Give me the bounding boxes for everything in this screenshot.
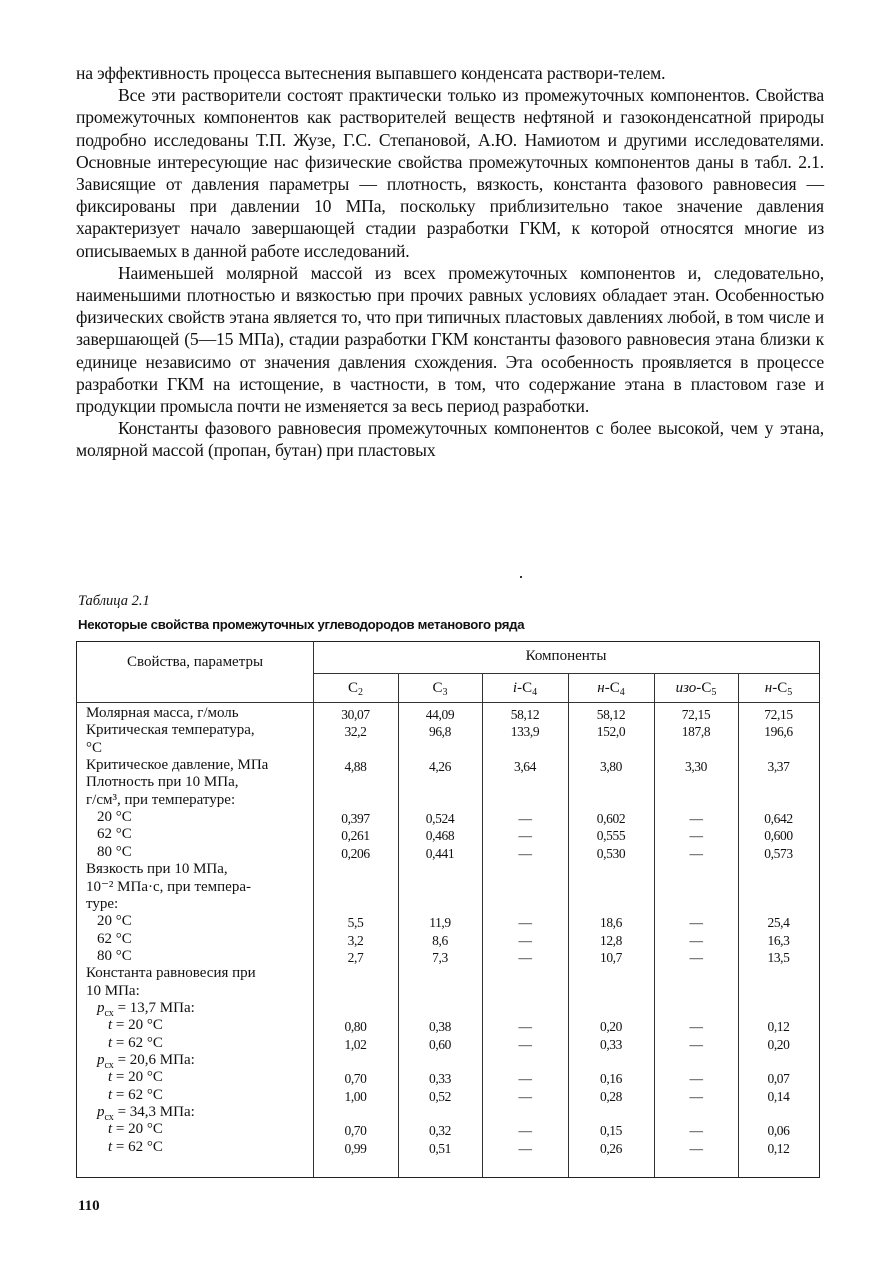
properties-table bbox=[76, 641, 820, 1178]
table-cell: 0,441 bbox=[425, 845, 455, 861]
row-label: t = 20 °C bbox=[108, 1121, 163, 1138]
row-label: t = 20 °C bbox=[108, 1017, 163, 1034]
table-cell: 3,30 bbox=[684, 759, 708, 775]
table-cell: 12,8 bbox=[599, 932, 623, 948]
table-cell: 0,600 bbox=[764, 828, 793, 844]
table-cell: — bbox=[689, 1088, 703, 1104]
table-cell: 1,00 bbox=[344, 1088, 367, 1104]
component-header: $C_2$ bbox=[347, 680, 363, 698]
table-cell: 0,07 bbox=[767, 1071, 790, 1087]
table-cell: 4,88 bbox=[344, 759, 367, 775]
table-cell: 0,51 bbox=[428, 1140, 452, 1156]
table-cell: 0,524 bbox=[425, 811, 455, 827]
table-cell: 0,468 bbox=[425, 828, 455, 844]
table-cell: 3,2 bbox=[347, 932, 364, 948]
table-cell: 32,2 bbox=[344, 724, 367, 740]
table-cell: 0,12 bbox=[767, 1019, 790, 1035]
table-cell: 30,07 bbox=[341, 707, 370, 722]
table-cell: 0,15 bbox=[599, 1123, 623, 1139]
table-cell: 0,555 bbox=[596, 828, 626, 844]
table-cell: 58,12 bbox=[596, 707, 626, 722]
table-cell: 0,99 bbox=[344, 1140, 367, 1156]
row-label: Критическое давление, МПа bbox=[86, 757, 269, 774]
body-text bbox=[76, 62, 824, 462]
table-cell: 7,3 bbox=[432, 949, 448, 965]
table-cell: 3,37 bbox=[767, 759, 790, 775]
row-label: °C bbox=[86, 739, 103, 756]
row-label: 20 °C bbox=[97, 809, 132, 826]
header-bottom-rule bbox=[77, 702, 819, 703]
table-cell: 0,38 bbox=[428, 1019, 452, 1035]
header-components: Компоненты bbox=[525, 648, 607, 664]
table-cell: — bbox=[518, 915, 532, 931]
table-cell: 2,7 bbox=[347, 949, 364, 965]
table-cell: — bbox=[689, 932, 703, 948]
table-cell: 1,02 bbox=[344, 1036, 367, 1052]
row-label: 80 °C bbox=[97, 843, 132, 860]
table-cell: 3,80 bbox=[599, 759, 623, 775]
row-label: $p_{сх} = 34,3$ МПа: bbox=[97, 1104, 195, 1124]
table-cell: 0,26 bbox=[599, 1140, 623, 1156]
row-label: 62 °C bbox=[97, 930, 132, 947]
table-cell: 0,20 bbox=[767, 1036, 790, 1052]
row-label: Вязкость при 10 МПа, bbox=[86, 861, 228, 878]
table-cell: 0,530 bbox=[596, 845, 626, 861]
paragraph-4: Константы фазового равновесия промежуточных компонентов с более высокой, чем у этана, молярной массой (пропан, бутан) при пластовых bbox=[76, 418, 824, 461]
table-cell: 13,5 bbox=[767, 949, 790, 965]
table-cell: — bbox=[689, 1071, 703, 1087]
table-cell: — bbox=[689, 845, 703, 861]
table-cell: — bbox=[689, 1036, 703, 1052]
table-cell: — bbox=[518, 1140, 532, 1156]
page-number: 110 bbox=[78, 1198, 100, 1214]
row-label: Критическая температура, bbox=[86, 722, 255, 739]
table-cell: 0,70 bbox=[344, 1123, 367, 1139]
table-cell: 0,206 bbox=[341, 845, 370, 861]
component-header: $н-C_5$ bbox=[764, 680, 793, 698]
table-cell: 16,3 bbox=[767, 932, 790, 948]
table-cell: 0,642 bbox=[764, 811, 793, 827]
table-cell: 3,64 bbox=[513, 759, 537, 775]
paragraph-1: на эффективность процесса вытеснения выпавшего конденсата раствори-телем. bbox=[76, 63, 666, 83]
table-cell: — bbox=[518, 1088, 532, 1104]
table-cell: — bbox=[518, 845, 532, 861]
table-cell: — bbox=[518, 1123, 532, 1139]
table-cell: 72,15 bbox=[681, 707, 711, 722]
table-cell: 0,80 bbox=[344, 1019, 367, 1035]
table-cell: — bbox=[689, 915, 703, 931]
table-cell: 58,12 bbox=[510, 707, 540, 722]
table-cell: 0,602 bbox=[596, 811, 626, 827]
table-cell: — bbox=[689, 949, 703, 965]
table-cell: — bbox=[689, 1123, 703, 1139]
header-properties: Свойства, параметры bbox=[126, 654, 264, 670]
table-cell: 11,9 bbox=[429, 915, 451, 931]
table-cell: 44,09 bbox=[425, 707, 455, 722]
paragraph-3: Наименьшей молярной массой из всех промежуточных компонентов и, следовательно, наименьшими плотностью и вязкостью при прочих равных условиях обладает этан. Особенностью физических свойств этана является то, что при типичных пластовых давлениях любой, в том числе и завершающей (5—15 МПа), стадии разработки ГКМ константы фазового равновесия этана близки к единице независимо от значения давления схождения. Эта особенность проявляется в процессе разработки ГКМ на истощение, в частности, в том, что содержание этана в пластовом газе и продукции промысла почти не изменяется за весь период разработки. bbox=[76, 262, 824, 417]
table-cell: 0,20 bbox=[599, 1019, 623, 1035]
table-cell: 133,9 bbox=[510, 724, 540, 740]
table-cell: — bbox=[689, 828, 703, 844]
table-cell: 152,0 bbox=[596, 724, 626, 740]
row-label: t = 62 °C bbox=[108, 1034, 163, 1051]
row-label: $p_{сх} = 13,7$ МПа: bbox=[97, 999, 195, 1019]
row-label: 62 °C bbox=[97, 826, 132, 843]
table-cell: — bbox=[518, 949, 532, 965]
row-label: $p_{сх} = 20,6$ МПа: bbox=[97, 1052, 195, 1071]
table-cell: 10,7 bbox=[599, 949, 623, 965]
table-cell: 0,70 bbox=[344, 1071, 367, 1087]
table-cell: 0,06 bbox=[767, 1123, 790, 1139]
row-label: Плотность при 10 МПа, bbox=[86, 774, 239, 791]
table-cell: — bbox=[518, 1019, 532, 1035]
row-label: t = 20 °C bbox=[108, 1069, 163, 1086]
table-cell: 0,573 bbox=[764, 845, 793, 861]
component-header: $i-C_4$ bbox=[512, 680, 538, 698]
table-cell: 0,16 bbox=[599, 1071, 623, 1087]
table-cell: 0,28 bbox=[599, 1088, 623, 1104]
table-cell: 0,12 bbox=[767, 1140, 790, 1156]
table-cell: 4,26 bbox=[428, 759, 452, 775]
row-label: Молярная масса, г/моль bbox=[86, 705, 239, 721]
table-cell: 0,261 bbox=[341, 828, 370, 844]
table-cell: 0,33 bbox=[428, 1071, 452, 1087]
table-cell: — bbox=[689, 1019, 703, 1035]
row-label: 10⁻² МПа·с, при темпера- bbox=[86, 878, 251, 895]
row-label: Константа равновесия при bbox=[86, 965, 256, 982]
row-label: 10 МПа: bbox=[86, 982, 140, 999]
row-label: г/см³, при температуре: bbox=[86, 791, 236, 808]
table-cell: 196,6 bbox=[764, 724, 793, 740]
row-label: t = 62 °C bbox=[108, 1086, 163, 1103]
component-header: $н-C_4$ bbox=[597, 680, 625, 698]
row-label: t = 62 °C bbox=[108, 1138, 163, 1155]
table-cell: — bbox=[518, 1071, 532, 1087]
row-label: 80 °C bbox=[97, 947, 132, 964]
paragraph-2: Все эти растворители состоят практически только из промежуточных компонентов. Свойства промежуточных компонентов как растворителей веществ нефтяной и газоконденсатной природы подробно исследованы Т.П. Жузе, Г.С. Степановой, А.Ю. Намиотом и другими исследователями. Основные интересующие нас физические свойства промежуточных компонентов даны в табл. 2.1. Зависящие от давления параметры — плотность, вязкость, константа фазового равновесия — фиксированы при давлении 10 МПа, поскольку приблизительно такое значение давления характеризует начало завершающей стадии разработки ГКМ, к которой относятся многие из описываемых в данной работе исследований. bbox=[76, 85, 824, 261]
table-cell: — bbox=[689, 1140, 703, 1156]
table-cell: 0,14 bbox=[767, 1088, 790, 1104]
stray-mark bbox=[520, 576, 522, 578]
table-cell: — bbox=[518, 828, 532, 844]
table-cell: 5,5 bbox=[347, 915, 364, 931]
table-cell: 8,6 bbox=[432, 932, 448, 948]
table-cell: 0,397 bbox=[341, 811, 370, 827]
table-cell: — bbox=[518, 811, 532, 827]
header-divider bbox=[313, 673, 819, 674]
table-cell: 0,33 bbox=[599, 1036, 623, 1052]
table-cell: 187,8 bbox=[681, 724, 711, 740]
row-label: 20 °C bbox=[97, 913, 132, 930]
table-cell: 96,8 bbox=[428, 724, 452, 740]
table-cell: — bbox=[689, 811, 703, 827]
component-header: изо-$C_5$ bbox=[675, 680, 717, 698]
row-label: туре: bbox=[86, 895, 119, 912]
table-cell: 25,4 bbox=[767, 915, 790, 931]
table-cell: — bbox=[518, 932, 532, 948]
table-cell: — bbox=[518, 1036, 532, 1052]
table-cell: 0,60 bbox=[428, 1036, 452, 1052]
table-cell: 18,6 bbox=[599, 915, 623, 931]
table-cell: 0,32 bbox=[428, 1123, 452, 1139]
table-cell: 0,52 bbox=[428, 1088, 452, 1104]
table-label: Таблица 2.1 bbox=[78, 593, 150, 609]
component-header: $C_3$ bbox=[432, 680, 448, 698]
table-title: Некоторые свойства промежуточных углеводородов метанового ряда bbox=[78, 617, 525, 632]
table-cell: 72,15 bbox=[764, 707, 793, 722]
